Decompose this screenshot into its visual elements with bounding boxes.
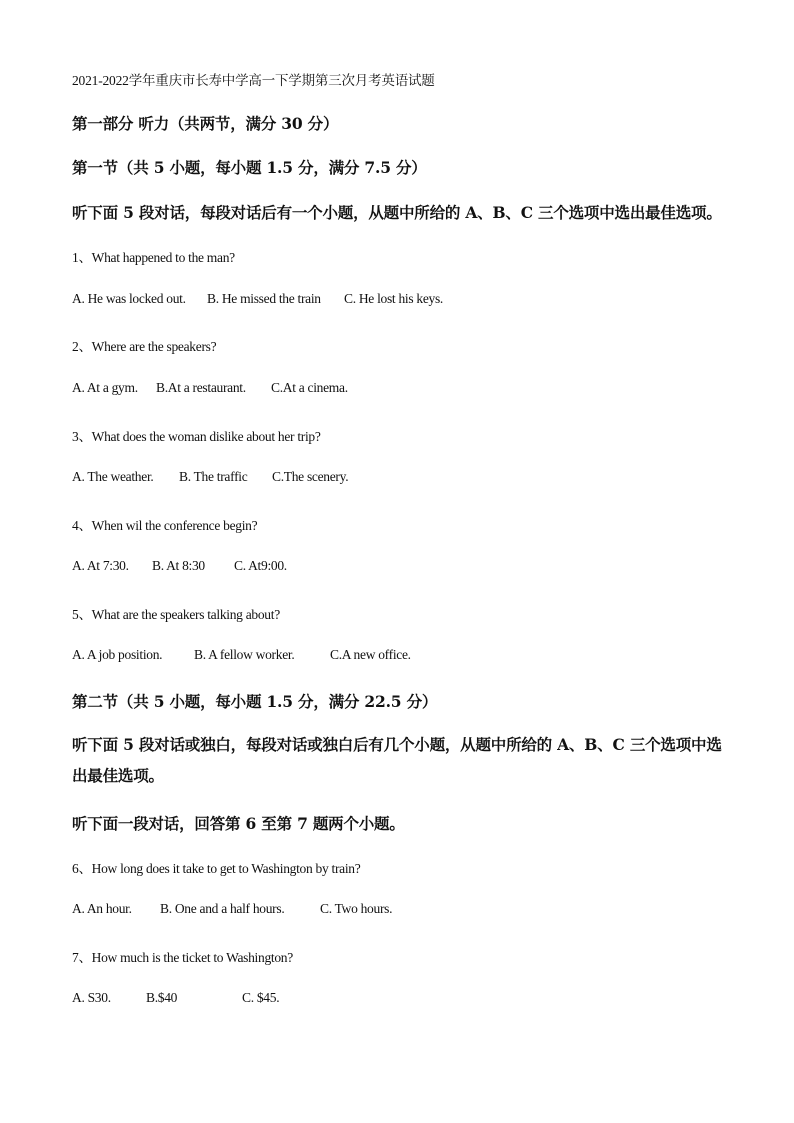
- question-3-options: [72, 469, 348, 485]
- option-b: B. At 8:30: [152, 558, 205, 573]
- option-a: A. A job position.: [72, 647, 163, 662]
- option-c: C. $45.: [242, 990, 280, 1005]
- question-6-options: [72, 901, 392, 917]
- question-5-options: [72, 647, 411, 663]
- question-3: 3、What does the woman dislike about her trip?: [72, 429, 321, 444]
- option-a: A. He was locked out.: [72, 291, 186, 306]
- section-two-heading: 第二节（共 5 小题，每小题 1.5 分，满分 22.5 分）: [72, 692, 438, 711]
- question-5: 5、What are the speakers talking about?: [72, 607, 280, 622]
- option-c: C.At a cinema.: [271, 380, 348, 395]
- option-a: A. At a gym.: [72, 380, 138, 395]
- option-b: B.At a restaurant.: [156, 380, 246, 395]
- option-b: B.$40: [146, 990, 178, 1005]
- option-b: B. He missed the train: [207, 291, 321, 306]
- document-title: 2021-2022学年重庆市长寿中学高一下学期第三次月考英语试题: [72, 73, 435, 88]
- option-b: B. One and a half hours.: [160, 901, 285, 916]
- option-c: C. He lost his keys.: [344, 291, 444, 306]
- question-7: 7、How much is the ticket to Washington?: [72, 950, 293, 965]
- question-4-options: [72, 558, 287, 574]
- option-a: A. At 7:30.: [72, 558, 129, 573]
- question-2: 2、Where are the speakers?: [72, 339, 217, 354]
- option-c: C. At9:00.: [234, 558, 287, 573]
- question-4: 4、When wil the conference begin?: [72, 518, 258, 533]
- option-a: A. An hour.: [72, 901, 132, 916]
- question-6: 6、How long does it take to get to Washington by train?: [72, 861, 361, 876]
- option-c: C. Two hours.: [320, 901, 393, 916]
- option-a: A. S30.: [72, 990, 111, 1005]
- option-c: C.The scenery.: [272, 469, 349, 484]
- question-2-options: [72, 380, 348, 396]
- option-c: C.A new office.: [330, 647, 411, 662]
- part-one-heading: 第一部分 听力（共两节，满分 30 分）: [72, 114, 339, 133]
- section-two-instruction: 听下面 5 段对话或独白，每段对话或独白后有几个小题，从题中所给的 A、B、C 三个选项中选出最佳选项。: [72, 735, 722, 785]
- option-b: B. A fellow worker.: [194, 647, 295, 662]
- option-b: B. The traffic: [179, 469, 248, 484]
- section-one-heading: 第一节（共 5 小题，每小题 1.5 分，满分 7.5 分）: [72, 158, 427, 177]
- dialogue-instruction: 听下面一段对话，回答第 6 至第 7 题两个小题。: [72, 814, 405, 833]
- question-7-options: [72, 990, 279, 1006]
- question-1: 1、What happened to the man?: [72, 250, 235, 265]
- section-one-instruction: 听下面 5 段对话，每段对话后有一个小题，从题中所给的 A、B、C 三个选项中选出最佳选项。: [72, 203, 722, 222]
- option-a: A. The weather.: [72, 469, 154, 484]
- question-1-options: [72, 291, 443, 307]
